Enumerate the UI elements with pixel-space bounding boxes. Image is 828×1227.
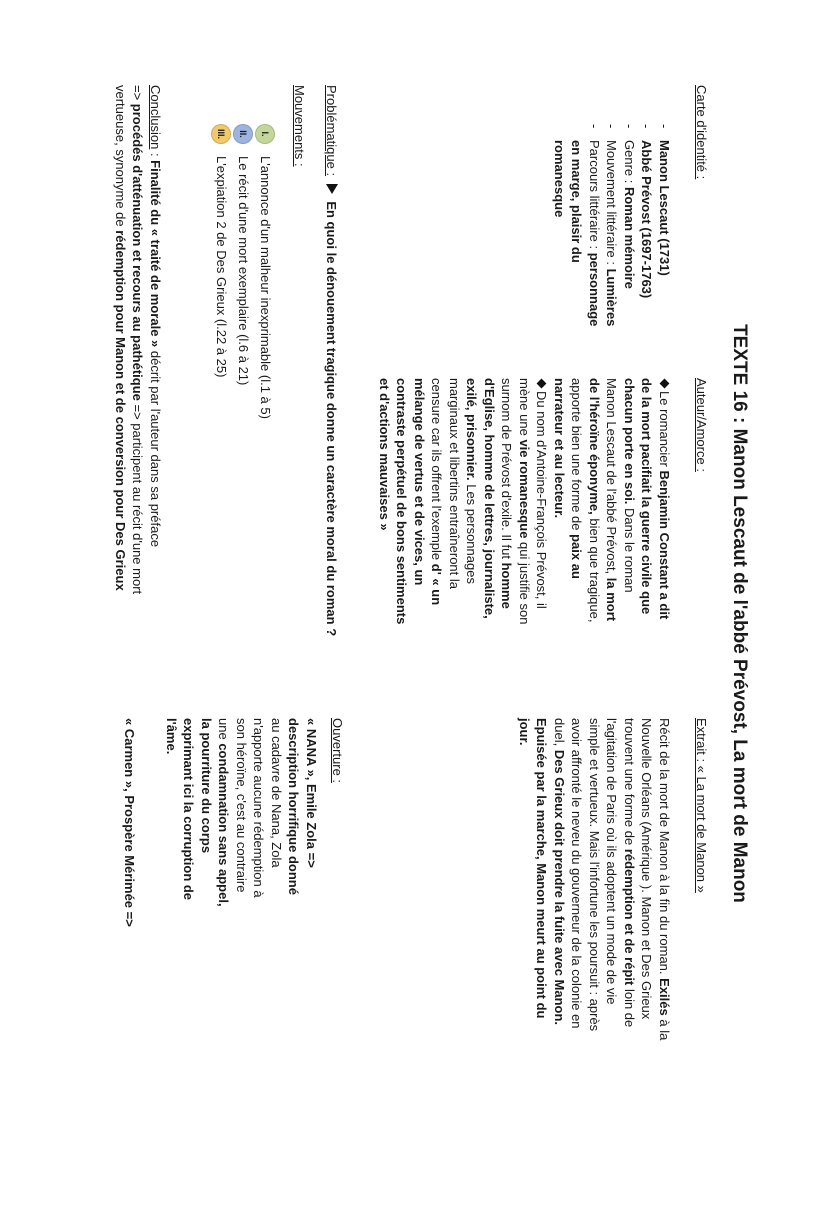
extrait-paragraph bbox=[516, 718, 674, 1044]
carte-item-2: - Abbé Prévost (1697-1763) bbox=[638, 140, 656, 340]
conclusion-line-1: Conclusion : Finalité du « traité de morale » décrit par l'auteur dans sa préface bbox=[148, 85, 163, 548]
arrow-right-icon bbox=[326, 184, 338, 194]
extrait-run: Des Grieux doit prendre la fuite avec Manon. Epuisée par la marche, Manon meurt au point du jour. bbox=[517, 718, 567, 1026]
conclusion-l2-run: => bbox=[130, 85, 146, 104]
auteur-p1-run: paix au narrateur et au lecteur. bbox=[552, 378, 585, 579]
extrait-text bbox=[516, 718, 674, 1044]
conclusion bbox=[112, 85, 165, 705]
auteur-p1-run: Le romancier bbox=[657, 391, 672, 471]
auteur-p2-run: vie romanesque bbox=[517, 439, 532, 539]
conclusion-l3-run: rédemption pour Manon et de conversion pour Des Grieux bbox=[113, 230, 128, 591]
auteur-paragraph-2 bbox=[376, 378, 551, 630]
mouvement-2: II. Le récit d'une mort exemplaire (l.6 à 21) bbox=[232, 124, 254, 544]
extrait-heading: Extrait : « La mort de Manon » bbox=[694, 718, 709, 893]
page-title: TEXTE 16 : Manon Lescaut de l'abbé Prévost, La mort de Manon bbox=[729, 324, 750, 903]
nana-run: au cadavre de Nana, Zola n'apporte aucune rédemption à son héroïne, c'est au contraire une bbox=[216, 718, 284, 898]
carte-identite-list bbox=[551, 124, 674, 340]
auteur-p2-run: Les personnages marginaux et libertins entraîneront la censure car ils offrent l'exemple bbox=[429, 378, 480, 590]
carte-item-4: - Mouvement littéraire : Lumières bbox=[603, 140, 621, 340]
conclusion-l1-run: Finalité du « traité de morale » bbox=[148, 160, 163, 348]
auteur-p1-run: bien que tragique, apporte bien une forme de bbox=[569, 378, 602, 623]
carte-identite-heading: Carte d'identité : bbox=[694, 85, 709, 180]
auteur-heading: Auteur/Amorce : bbox=[694, 378, 709, 472]
auteur-p1-run: la mort de l'héroïne éponyme, bbox=[587, 378, 620, 622]
conclusion-line-2 bbox=[129, 85, 147, 705]
numeral-badge-icon: II. bbox=[233, 124, 253, 144]
conclusion-l1-run: : bbox=[148, 149, 163, 161]
ouverture-heading: Ouverture : bbox=[330, 718, 345, 784]
carmen-line: « Carmen », Prospère Mérimée => bbox=[122, 718, 137, 927]
extrait-run: rédemption et de répit bbox=[622, 848, 637, 986]
mouvements-list bbox=[210, 124, 276, 544]
auteur-p2-run: d' « un mélange de vertus et de vices, un contraste perpétuel de bons sentiments et d'actions mauvaises » bbox=[377, 378, 445, 625]
mouvements-heading: Mouvements : bbox=[292, 85, 307, 167]
nana-paragraph bbox=[163, 718, 303, 910]
auteur-p2-run: qui justifie son surnom de Prévost d'exile. Il fut bbox=[499, 378, 532, 625]
problematique: Problématique : En quoi le dénouement tragique donne un caractère moral du roman ? bbox=[324, 85, 339, 637]
extrait-run: à la Nouvelle Orléans (Amérique ). Manon et Des Grieux trouvent une forme de bbox=[622, 718, 672, 1041]
auteur-p1-run: Dans le roman Manon Lescaut de l'abbé Prévost, bbox=[604, 378, 637, 593]
conclusion-l1-run: décrit par l'auteur dans sa préface bbox=[148, 347, 163, 548]
auteur-paragraph-1 bbox=[551, 378, 674, 630]
nana-title: « NANA », Emile Zola => bbox=[304, 718, 319, 868]
auteur-p2-run: homme d'Eglise, homme de lettres, journaliste, exilé, prisonnier. bbox=[464, 378, 515, 619]
auteur-p1-run: Benjamin Constant a dit de la mort pacifiait la guerre civile que chacun porte en soi. bbox=[622, 378, 672, 620]
diamond-bullet-icon bbox=[660, 379, 670, 389]
numeral-badge-icon: III. bbox=[211, 124, 231, 144]
ouverture-text bbox=[163, 718, 321, 910]
extrait-run: Récit de la mort de Manon à la fin du roman. bbox=[657, 718, 672, 979]
conclusion-l2-run: procédés d'atténuation et recours au pathétique bbox=[130, 103, 146, 401]
conclusion-l3-run: vertueuse, synonyme de bbox=[113, 85, 128, 231]
nana-run: description horrifique donné bbox=[286, 718, 302, 895]
extrait-run: loin de l'agitation de Paris où ils adoptent un mode de vie simple et vertueux. Mais l'infortune les poursuit : après avoir affronté le neveu du gouverneur de la colonie en duel, bbox=[552, 718, 637, 1032]
diamond-bullet-icon bbox=[537, 379, 547, 389]
nana-run: condamnation sans appel, la pourriture du corps exprimant ici la corruption de l'âme. bbox=[164, 718, 232, 907]
extrait-run: Exilés bbox=[657, 978, 672, 1016]
conclusion-line-3 bbox=[112, 85, 130, 705]
carte-item-1: - Manon Lescaut (1731) bbox=[656, 140, 674, 340]
carte-item-5: - Parcours littéraire : personnage en marge, plaisir du romanesque bbox=[551, 140, 604, 340]
conclusion-l2-run: => participent au récit d'une mort bbox=[130, 400, 146, 595]
auteur-p2-run: Du nom d'Antoine-François Prévost, il mène une bbox=[517, 378, 550, 609]
mouvement-1: I. L'annonce d'un malheur inexprimable (l.1 à 5) bbox=[254, 124, 276, 544]
numeral-badge-icon: I. bbox=[255, 124, 275, 144]
mouvement-3: III. L'expiation 2 de Des Grieux (l.22 à 25) bbox=[210, 124, 232, 544]
auteur-text bbox=[376, 378, 674, 630]
carte-item-3: - Genre : Roman mémoire bbox=[621, 140, 639, 340]
